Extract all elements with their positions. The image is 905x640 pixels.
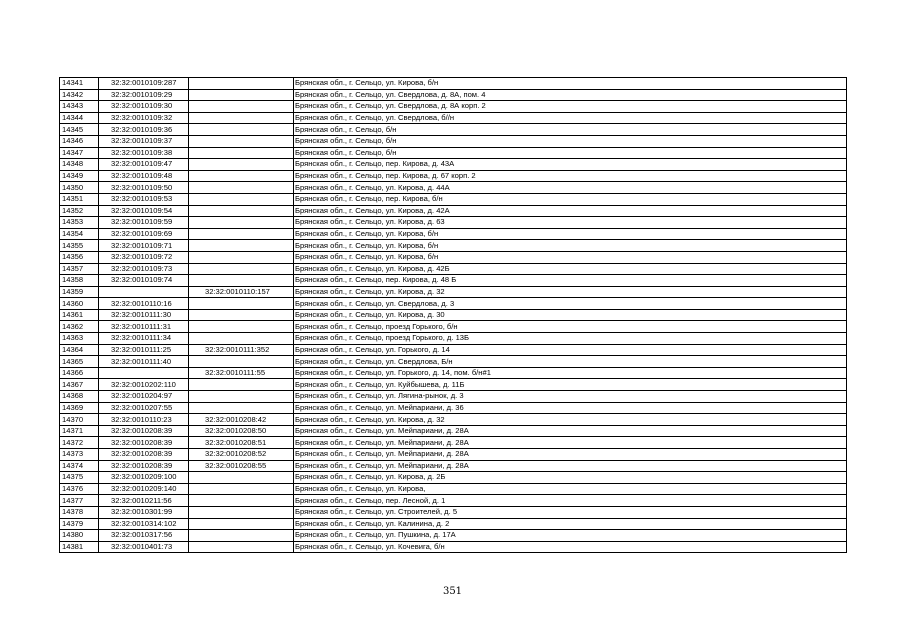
- cadastral-number-cell: 32:32:0010207:55: [99, 402, 189, 414]
- cadastral-number-cell: 32:32:0010111:40: [99, 356, 189, 368]
- row-number-cell: 14373: [60, 449, 99, 461]
- table-row: [60, 170, 847, 182]
- row-number-cell: 14355: [60, 240, 99, 252]
- row-number-cell: 14354: [60, 228, 99, 240]
- cadastral-number-cell: 32:32:0010208:39: [99, 437, 189, 449]
- cadastral-number-cell: 32:32:0010401:73: [99, 541, 189, 553]
- row-number-cell: 14352: [60, 205, 99, 217]
- table-row: [60, 391, 847, 403]
- second-cadastral-number-cell: [189, 205, 294, 217]
- row-number-cell: 14366: [60, 367, 99, 379]
- cadastral-number-cell: 32:32:0010208:39: [99, 449, 189, 461]
- row-number-cell: 14341: [60, 78, 99, 90]
- address-cell: Брянская обл., г. Сельцо, б/н: [294, 124, 847, 136]
- table-row: [60, 147, 847, 159]
- second-cadastral-number-cell: 32:32:0010208:55: [189, 460, 294, 472]
- second-cadastral-number-cell: [189, 275, 294, 287]
- second-cadastral-number-cell: [189, 159, 294, 171]
- cadastral-number-cell: [99, 286, 189, 298]
- table-row: [60, 159, 847, 171]
- row-number-cell: 14361: [60, 309, 99, 321]
- cadastral-number-cell: 32:32:0010109:59: [99, 217, 189, 229]
- table-row: [60, 228, 847, 240]
- row-number-cell: 14350: [60, 182, 99, 194]
- table-row: [60, 541, 847, 553]
- table-row: [60, 530, 847, 542]
- register-table-body: [60, 78, 847, 553]
- second-cadastral-number-cell: [189, 495, 294, 507]
- cadastral-number-cell: 32:32:0010109:38: [99, 147, 189, 159]
- row-number-cell: 14346: [60, 135, 99, 147]
- address-cell: Брянская обл., г. Сельцо, ул. Куйбышева, д. 11Б: [294, 379, 847, 391]
- second-cadastral-number-cell: [189, 78, 294, 90]
- table-row: [60, 89, 847, 101]
- cadastral-number-cell: 32:32:0010111:25: [99, 344, 189, 356]
- table-row: [60, 217, 847, 229]
- row-number-cell: 14375: [60, 472, 99, 484]
- cadastral-number-cell: 32:32:0010109:30: [99, 101, 189, 113]
- cadastral-number-cell: 32:32:0010109:54: [99, 205, 189, 217]
- address-cell: Брянская обл., г. Сельцо, ул. Строителей, д. 5: [294, 506, 847, 518]
- second-cadastral-number-cell: 32:32:0010208:50: [189, 425, 294, 437]
- table-row: [60, 78, 847, 90]
- row-number-cell: 14348: [60, 159, 99, 171]
- row-number-cell: 14345: [60, 124, 99, 136]
- cadastral-number-cell: 32:32:0010209:100: [99, 472, 189, 484]
- address-cell: Брянская обл., г. Сельцо, ул. Лягина-рынок, д. 3: [294, 391, 847, 403]
- cadastral-number-cell: 32:32:0010208:39: [99, 460, 189, 472]
- second-cadastral-number-cell: [189, 240, 294, 252]
- second-cadastral-number-cell: 32:32:0010110:157: [189, 286, 294, 298]
- row-number-cell: 14363: [60, 333, 99, 345]
- cadastral-number-cell: 32:32:0010109:37: [99, 135, 189, 147]
- second-cadastral-number-cell: [189, 356, 294, 368]
- cadastral-number-cell: 32:32:0010211:56: [99, 495, 189, 507]
- table-row: [60, 449, 847, 461]
- cadastral-number-cell: 32:32:0010109:69: [99, 228, 189, 240]
- page-number: 351: [442, 586, 463, 597]
- table-row: [60, 483, 847, 495]
- second-cadastral-number-cell: [189, 530, 294, 542]
- address-cell: Брянская обл., г. Сельцо, ул. Кирова, д. 32: [294, 286, 847, 298]
- second-cadastral-number-cell: [189, 391, 294, 403]
- cadastral-number-cell: 32:32:0010109:29: [99, 89, 189, 101]
- second-cadastral-number-cell: [189, 309, 294, 321]
- second-cadastral-number-cell: [189, 89, 294, 101]
- row-number-cell: 14364: [60, 344, 99, 356]
- cadastral-number-cell: 32:32:0010110:16: [99, 298, 189, 310]
- table-row: [60, 135, 847, 147]
- row-number-cell: 14376: [60, 483, 99, 495]
- table-row: [60, 286, 847, 298]
- second-cadastral-number-cell: [189, 124, 294, 136]
- table-row: [60, 506, 847, 518]
- address-cell: Брянская обл., г. Сельцо, ул. Кирова, д. 42А: [294, 205, 847, 217]
- second-cadastral-number-cell: [189, 298, 294, 310]
- table-row: [60, 437, 847, 449]
- second-cadastral-number-cell: [189, 472, 294, 484]
- cadastral-number-cell: 32:32:0010109:71: [99, 240, 189, 252]
- second-cadastral-number-cell: 32:32:0010208:52: [189, 449, 294, 461]
- address-cell: Брянская обл., г. Сельцо, ул. Кирова, б/н: [294, 228, 847, 240]
- row-number-cell: 14353: [60, 217, 99, 229]
- table-row: [60, 379, 847, 391]
- table-row: [60, 112, 847, 124]
- address-cell: Брянская обл., г. Сельцо, ул. Мейпариани, д. 28А: [294, 425, 847, 437]
- table-row: [60, 263, 847, 275]
- cadastral-number-cell: 32:32:0010301:99: [99, 506, 189, 518]
- address-cell: Брянская обл., г. Сельцо, проезд Горького, б/н: [294, 321, 847, 333]
- row-number-cell: 14374: [60, 460, 99, 472]
- cadastral-number-cell: 32:32:0010109:36: [99, 124, 189, 136]
- row-number-cell: 14343: [60, 101, 99, 113]
- row-number-cell: 14360: [60, 298, 99, 310]
- table-row: [60, 402, 847, 414]
- cadastral-number-cell: 32:32:0010110:23: [99, 414, 189, 426]
- address-cell: Брянская обл., г. Сельцо, проезд Горького, д. 13Б: [294, 333, 847, 345]
- address-cell: Брянская обл., г. Сельцо, пер. Лесной, д. 1: [294, 495, 847, 507]
- address-cell: Брянская обл., г. Сельцо, ул. Мейпариани, д. 28А: [294, 437, 847, 449]
- table-row: [60, 425, 847, 437]
- address-cell: Брянская обл., г. Сельцо, б/н: [294, 135, 847, 147]
- row-number-cell: 14356: [60, 251, 99, 263]
- table-row: [60, 472, 847, 484]
- address-cell: Брянская обл., г. Сельцо, ул. Горького, д. 14: [294, 344, 847, 356]
- row-number-cell: 14372: [60, 437, 99, 449]
- cadastral-number-cell: 32:32:0010109:74: [99, 275, 189, 287]
- table-row: [60, 193, 847, 205]
- address-cell: Брянская обл., г. Сельцо, б/н: [294, 147, 847, 159]
- cadastral-number-cell: 32:32:0010317:56: [99, 530, 189, 542]
- second-cadastral-number-cell: [189, 379, 294, 391]
- row-number-cell: 14344: [60, 112, 99, 124]
- second-cadastral-number-cell: [189, 182, 294, 194]
- address-cell: Брянская обл., г. Сельцо, пер. Кирова, д. 67 корп. 2: [294, 170, 847, 182]
- cadastral-number-cell: 32:32:0010111:30: [99, 309, 189, 321]
- address-cell: Брянская обл., г. Сельцо, ул. Свердлова, д. 8А, пом. 4: [294, 89, 847, 101]
- second-cadastral-number-cell: [189, 112, 294, 124]
- row-number-cell: 14347: [60, 147, 99, 159]
- row-number-cell: 14349: [60, 170, 99, 182]
- row-number-cell: 14378: [60, 506, 99, 518]
- row-number-cell: 14370: [60, 414, 99, 426]
- cadastral-number-cell: 32:32:0010111:34: [99, 333, 189, 345]
- address-cell: Брянская обл., г. Сельцо, ул. Калинина, д. 2: [294, 518, 847, 530]
- address-cell: Брянская обл., г. Сельцо, ул. Мейпариани, д. 28А: [294, 449, 847, 461]
- second-cadastral-number-cell: [189, 228, 294, 240]
- address-cell: Брянская обл., г. Сельцо, ул. Свердлова, д. 8А корп. 2: [294, 101, 847, 113]
- address-cell: Брянская обл., г. Сельцо, ул. Свердлова, б//н: [294, 112, 847, 124]
- table-row: [60, 333, 847, 345]
- table-row: [60, 495, 847, 507]
- second-cadastral-number-cell: 32:32:0010111:352: [189, 344, 294, 356]
- row-number-cell: 14380: [60, 530, 99, 542]
- table-row: [60, 367, 847, 379]
- cadastral-number-cell: [99, 367, 189, 379]
- address-cell: Брянская обл., г. Сельцо, ул. Кирова, д. 2Б: [294, 472, 847, 484]
- register-table: [59, 77, 847, 553]
- row-number-cell: 14367: [60, 379, 99, 391]
- row-number-cell: 14368: [60, 391, 99, 403]
- row-number-cell: 14369: [60, 402, 99, 414]
- second-cadastral-number-cell: 32:32:0010208:51: [189, 437, 294, 449]
- row-number-cell: 14371: [60, 425, 99, 437]
- address-cell: Брянская обл., г. Сельцо, ул. Кирова, б/н: [294, 78, 847, 90]
- address-cell: Брянская обл., г. Сельцо, ул. Кирова,: [294, 483, 847, 495]
- table-row: [60, 275, 847, 287]
- second-cadastral-number-cell: [189, 483, 294, 495]
- cadastral-number-cell: 32:32:0010109:50: [99, 182, 189, 194]
- cadastral-number-cell: 32:32:0010109:32: [99, 112, 189, 124]
- cadastral-number-cell: 32:32:0010202:110: [99, 379, 189, 391]
- row-number-cell: 14365: [60, 356, 99, 368]
- second-cadastral-number-cell: [189, 518, 294, 530]
- second-cadastral-number-cell: [189, 147, 294, 159]
- address-cell: Брянская обл., г. Сельцо, ул. Кирова, б/н: [294, 240, 847, 252]
- row-number-cell: 14359: [60, 286, 99, 298]
- second-cadastral-number-cell: [189, 193, 294, 205]
- table-row: [60, 309, 847, 321]
- table-row: [60, 298, 847, 310]
- second-cadastral-number-cell: [189, 402, 294, 414]
- address-cell: Брянская обл., г. Сельцо, ул. Мейпариани, д. 28А: [294, 460, 847, 472]
- cadastral-number-cell: 32:32:0010314:102: [99, 518, 189, 530]
- cadastral-number-cell: 32:32:0010208:39: [99, 425, 189, 437]
- second-cadastral-number-cell: 32:32:0010111:55: [189, 367, 294, 379]
- cadastral-number-cell: 32:32:0010109:73: [99, 263, 189, 275]
- second-cadastral-number-cell: [189, 333, 294, 345]
- table-row: [60, 414, 847, 426]
- second-cadastral-number-cell: [189, 251, 294, 263]
- second-cadastral-number-cell: 32:32:0010208:42: [189, 414, 294, 426]
- address-cell: Брянская обл., г. Сельцо, ул. Кирова, д. 32: [294, 414, 847, 426]
- row-number-cell: 14351: [60, 193, 99, 205]
- second-cadastral-number-cell: [189, 135, 294, 147]
- second-cadastral-number-cell: [189, 506, 294, 518]
- second-cadastral-number-cell: [189, 217, 294, 229]
- table-row: [60, 344, 847, 356]
- table-row: [60, 460, 847, 472]
- address-cell: Брянская обл., г. Сельцо, ул. Горького, д. 14, пом. б/н#1: [294, 367, 847, 379]
- row-number-cell: 14342: [60, 89, 99, 101]
- address-cell: Брянская обл., г. Сельцо, ул. Мейпариани, д. 36: [294, 402, 847, 414]
- cadastral-number-cell: 32:32:0010111:31: [99, 321, 189, 333]
- table-row: [60, 356, 847, 368]
- second-cadastral-number-cell: [189, 541, 294, 553]
- second-cadastral-number-cell: [189, 263, 294, 275]
- table-row: [60, 124, 847, 136]
- second-cadastral-number-cell: [189, 170, 294, 182]
- row-number-cell: 14362: [60, 321, 99, 333]
- row-number-cell: 14377: [60, 495, 99, 507]
- cadastral-number-cell: 32:32:0010109:47: [99, 159, 189, 171]
- address-cell: Брянская обл., г. Сельцо, ул. Пушкина, д. 17А: [294, 530, 847, 542]
- address-cell: Брянская обл., г. Сельцо, ул. Свердлова, Б/н: [294, 356, 847, 368]
- address-cell: Брянская обл., г. Сельцо, ул. Кочевига, б/н: [294, 541, 847, 553]
- second-cadastral-number-cell: [189, 101, 294, 113]
- table-row: [60, 321, 847, 333]
- address-cell: Брянская обл., г. Сельцо, пер. Кирова, б/н: [294, 193, 847, 205]
- cadastral-number-cell: 32:32:0010109:287: [99, 78, 189, 90]
- table-row: [60, 205, 847, 217]
- table-row: [60, 101, 847, 113]
- cadastral-number-cell: 32:32:0010109:48: [99, 170, 189, 182]
- address-cell: Брянская обл., г. Сельцо, ул. Кирова, б/н: [294, 251, 847, 263]
- address-cell: Брянская обл., г. Сельцо, пер. Кирова, д. 48 Б: [294, 275, 847, 287]
- table-row: [60, 240, 847, 252]
- second-cadastral-number-cell: [189, 321, 294, 333]
- address-cell: Брянская обл., г. Сельцо, пер. Кирова, д. 43А: [294, 159, 847, 171]
- cadastral-number-cell: 32:32:0010209:140: [99, 483, 189, 495]
- address-cell: Брянская обл., г. Сельцо, ул. Кирова, д. 30: [294, 309, 847, 321]
- row-number-cell: 14381: [60, 541, 99, 553]
- row-number-cell: 14357: [60, 263, 99, 275]
- cadastral-number-cell: 32:32:0010204:97: [99, 391, 189, 403]
- table-row: [60, 251, 847, 263]
- row-number-cell: 14358: [60, 275, 99, 287]
- table-row: [60, 182, 847, 194]
- cadastral-number-cell: 32:32:0010109:53: [99, 193, 189, 205]
- table-row: [60, 518, 847, 530]
- address-cell: Брянская обл., г. Сельцо, ул. Кирова, д. 42Б: [294, 263, 847, 275]
- address-cell: Брянская обл., г. Сельцо, ул. Кирова, д. 44А: [294, 182, 847, 194]
- address-cell: Брянская обл., г. Сельцо, ул. Кирова, д. 63: [294, 217, 847, 229]
- address-cell: Брянская обл., г. Сельцо, ул. Свердлова, д. 3: [294, 298, 847, 310]
- row-number-cell: 14379: [60, 518, 99, 530]
- cadastral-number-cell: 32:32:0010109:72: [99, 251, 189, 263]
